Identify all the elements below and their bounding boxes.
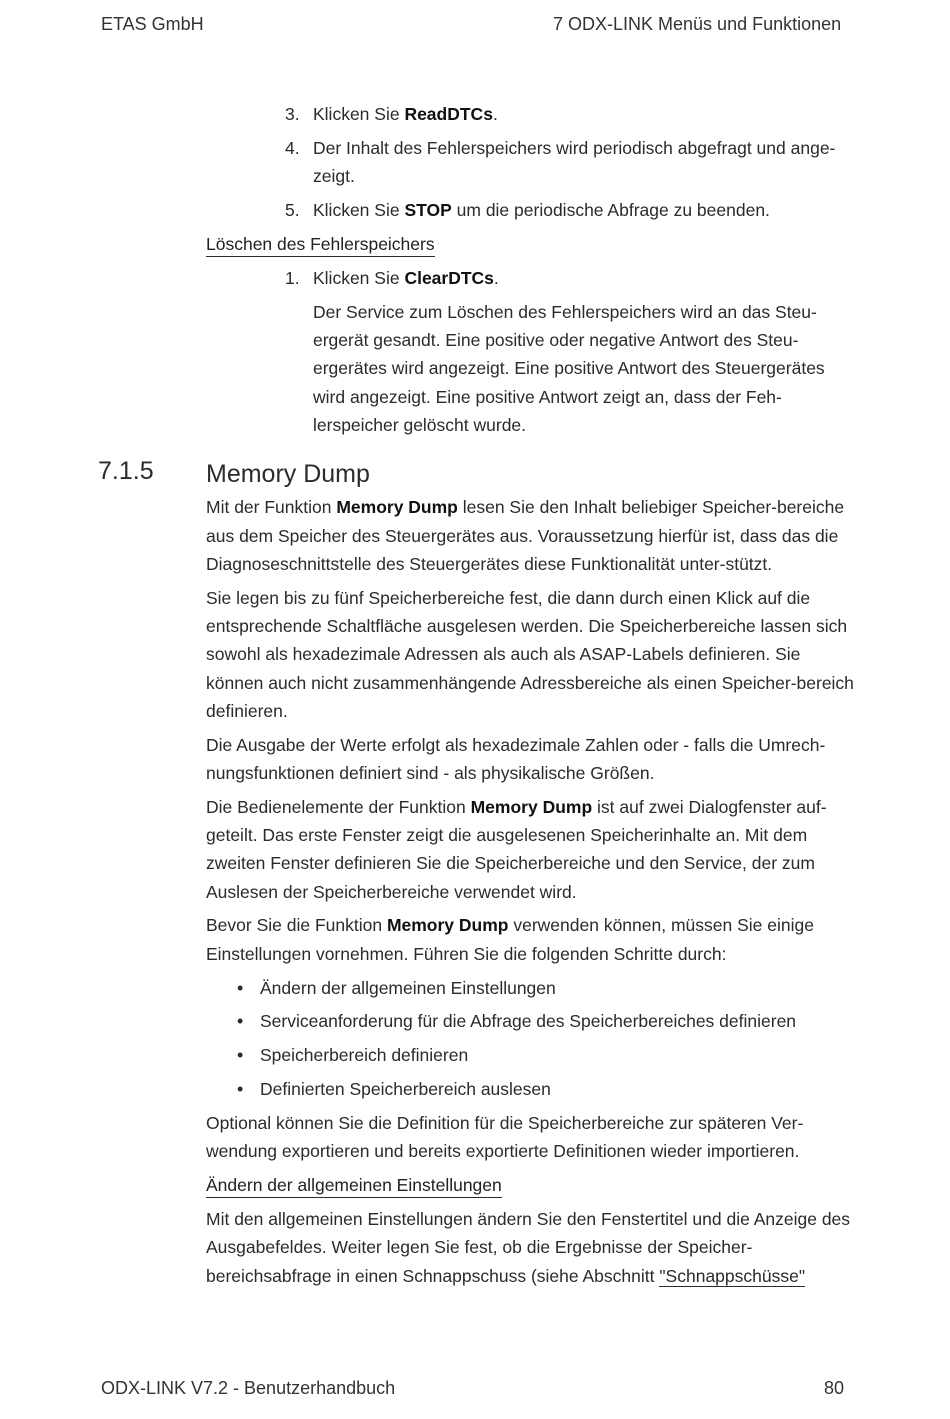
para-text: Bevor Sie die Funktion [206,915,387,936]
bullet-icon: • [237,1011,244,1032]
step-bold-term: ReadDTCs [404,104,493,124]
list-item [206,1075,856,1103]
paragraph-general-settings [206,1205,856,1290]
step-bold-term: STOP [404,199,452,220]
step-text: Klicken Sie [313,267,405,288]
step-text: Klicken Sie [313,199,405,220]
step-bold-term: ClearDTCs [404,267,494,288]
step-number: 5. [285,199,300,220]
step-item [206,134,856,191]
step-number: 4. [285,137,300,158]
para-text-end: lesen Sie den Inhalt beliebiger Speicher-bereiche aus dem Speicher des Steuergerätes aus. Voraussetzung hierfür ist, dass das die Diagnoseschnittstelle des Steuergerätes diese Funktionalität unter-stützt. [206,497,845,574]
step-text: Klicken Sie [313,104,405,124]
paragraph-prerequisites [206,911,856,968]
section-heading [98,457,856,491]
step-number: 3. [285,104,300,124]
list-item-text: Serviceanforderung für die Abfrage des Speicherbereiches definieren [260,1011,797,1032]
para-text: Mit der Funktion [206,497,337,518]
paragraph-intro [206,493,856,578]
para-text-end: ist auf zwei Dialogfenster auf-geteilt. Das erste Fenster zeigt die ausgelesenen Speicherinhalte an. Mit dem zweiten Fenster definieren Sie die Speicherbereiche und den Service, der zum Auslesen der Speicherbereiche verwendet wird. [206,796,827,902]
step-note: Der Service zum Löschen des Fehlerspeichers wird an das Steu-ergerät gesandt. Eine positive oder negative Antwort des Steu-ergerätes wird angezeigt. Eine positive Antwort des Steuergerätes wird angezeigt. Eine positive Antwort zeigt an, dass der Feh-lerspeicher gelöscht wurde. [313,301,825,435]
section-number: 7.1.5 [98,457,154,486]
steps-bullet-list [206,974,856,1104]
bullet-icon: • [237,1078,244,1099]
para-text-end: verwenden können, müssen Sie einige Einstellungen vornehmen. Führen Sie die folgenden Schritte durch: [206,915,814,964]
step-item [206,264,856,292]
page-content [98,100,856,1295]
subheading-general-settings: Ändern der allgemeinen Einstellungen [206,1173,502,1198]
bold-term: Memory Dump [470,796,593,817]
paragraph-output: Die Ausgabe der Werte erfolgt als hexadezimale Zahlen oder - falls die Umrech-nungsfunktionen definiert sind - als physikalische Größen. [206,734,826,783]
list-item-text: Speicherbereich definieren [260,1045,469,1066]
header-company: ETAS GmbH [101,14,204,34]
list-item [206,1041,856,1069]
bold-term: Memory Dump [386,915,509,936]
header-chapter: 7 ODX-LINK Menüs und Funktionen [553,14,842,34]
list-item-text: Ändern der allgemeinen Einstellungen [260,977,556,998]
step-text-end: um die periodische Abfrage zu beenden. [451,199,770,220]
subheading-clear-memory: Löschen des Fehlerspeichers [206,232,435,257]
bold-term: Memory Dump [336,497,458,518]
bullet-icon: • [237,1045,244,1066]
step-item [206,100,856,128]
list-item [206,974,856,1002]
footer-doc-title: ODX-LINK V7.2 - Benutzerhandbuch [101,1378,396,1398]
step-text: Der Inhalt des Fehlerspeichers wird periodisch abgefragt und ange-zeigt. [313,137,836,187]
para-text: Die Bedienelemente der Funktion [206,796,471,817]
paragraph-export: Optional können Sie die Definition für die Speicherbereiche zur späteren Ver-wendung exportieren und bereits exportierte Definitionen wieder importieren. [206,1112,804,1161]
step-text-end: . [492,104,498,124]
step-text-end: . [493,267,499,288]
paragraph-memory-areas: Sie legen bis zu fünf Speicherbereiche fest, die dann durch einen Klick auf die entsprechende Schaltfläche ausgelesen werden. Die Speicherbereiche lassen sich sowohl als hexadezimale Adressen als auch als ASAP-Labels definieren. Sie können auch nicht zusammenhängende Adressbereiche als einen Speicher-bereich definieren. [206,587,854,721]
para-text: Mit den allgemeinen Einstellungen ändern Sie den Fenstertitel und die Anzeige des Ausgabefeldes. Weiter legen Sie fest, ob die Ergebnisse der Speicher-bereichsabfrage in einen Schnappschuss (siehe Abschnitt [206,1209,851,1286]
footer-page-number: 80 [824,1378,845,1398]
snapshots-link[interactable]: "Schnappschüsse" [659,1265,806,1286]
step-number: 1. [285,267,300,288]
paragraph-dialogs [206,793,856,906]
list-item-text: Definierten Speicherbereich auslesen [260,1078,551,1099]
list-item [206,1007,856,1035]
section-title: Memory Dump [206,460,370,489]
bullet-icon: • [237,977,244,998]
step-item [206,196,856,224]
